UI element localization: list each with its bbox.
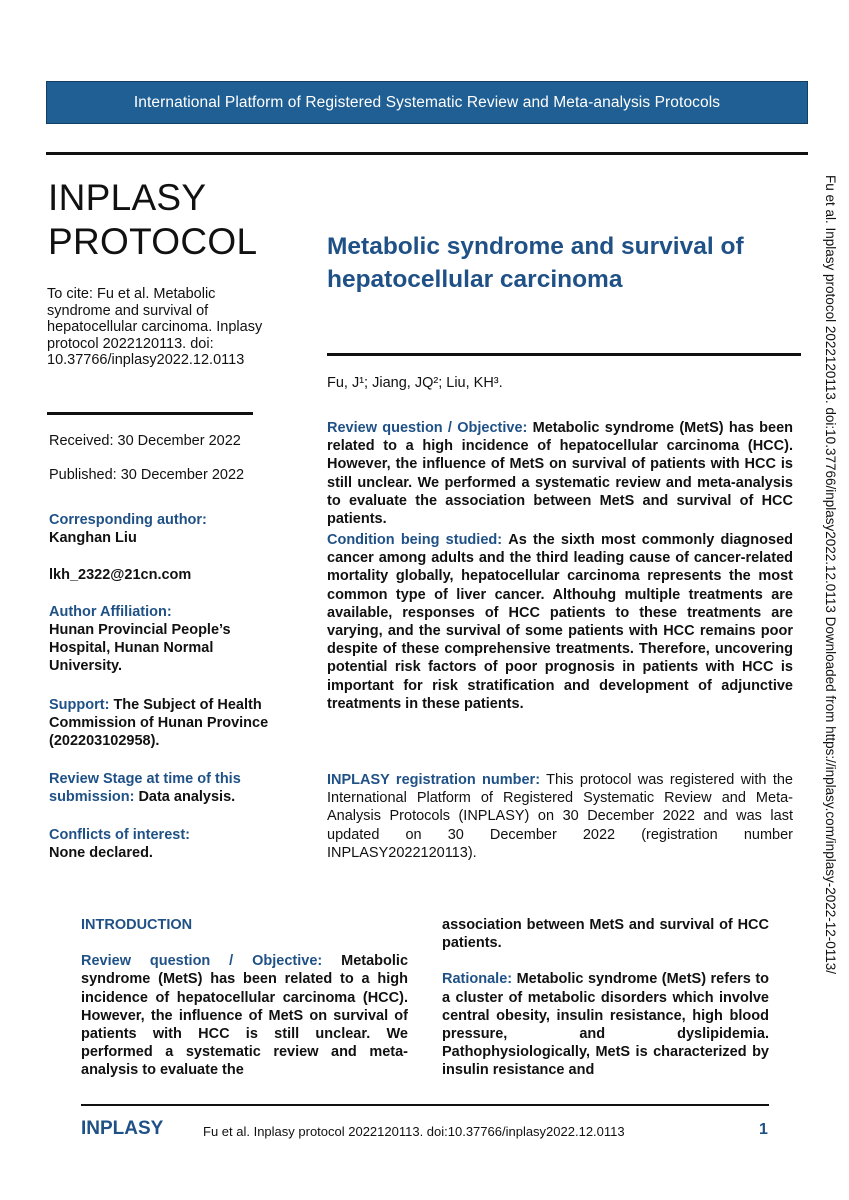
intro-review-label: Review question / Objective: xyxy=(81,953,323,970)
review-question xyxy=(327,419,793,528)
registration-label: INPLASY registration number: xyxy=(327,772,541,788)
published-date: Published: 30 December 2022 xyxy=(49,467,245,483)
affiliation-value: Hunan Provincial People’s Hospital, Hunan Normal University. xyxy=(49,622,231,674)
rationale-label: Rationale: xyxy=(442,971,513,988)
review-label: Review question / Objective: xyxy=(327,420,528,436)
review-text: Metabolic syndrome (MetS) has been related to a high incidence of hepatocellular carcinoma (HCC). However, the influence of MetS on survival of patients with HCC is still unclear. We performed a systematic review and meta-analysis to evaluate the association between MetS and survival of HCC patients. xyxy=(327,420,794,528)
header-banner xyxy=(46,81,808,124)
conflicts-value: None declared. xyxy=(49,845,153,861)
condition-text: As the sixth most commonly diagnosed cancer among adults and the third leading cause of cancer-related mortality globally, hepatocellular carcinoma represents the most common type of liver cancer. Althouhg multiple treatments are available, responses of HCC patients to these treatments are varying, and the survival of some patients with HCC remains poor despite of these comprehensive treatments. Therefore, uncovering potential risk factors of poor prognosis in patients with HCC is important for risk stratification and development of adjunctive treatments in these patients. xyxy=(327,532,793,712)
authors: Fu, J¹; Jiang, JQ²; Liu, KH³. xyxy=(327,375,503,391)
brand-line-1: INPLASY xyxy=(48,177,207,218)
top-rule xyxy=(46,152,808,155)
vertical-note-text: Fu et al. Inplasy protocol 2022120113. doi:10.37766/inplasy2022.12.0113 Downloaded from https://inplasy.com/inplasy-2022-12-0113/ xyxy=(823,175,838,975)
footer-rule xyxy=(81,1104,769,1106)
intro-review-text: Metabolic syndrome (MetS) has been related to a high incidence of hepatocellular carcinoma (HCC). However, the influence of MetS on survival of patients with HCC is still unclear. We performed a systematic review and meta-analysis to evaluate the xyxy=(81,953,409,1079)
email: lkh_2322@21cn.com xyxy=(49,567,192,583)
intro-review-continued: association between MetS and survival of HCC patients. xyxy=(442,917,769,952)
stage-value: Data analysis. xyxy=(138,789,236,805)
footer-brand: INPLASY xyxy=(81,1118,164,1139)
brand-line-2: PROTOCOL xyxy=(48,221,258,262)
intro-right-column xyxy=(442,916,769,1080)
affiliation-block xyxy=(49,603,274,675)
affiliation-label: Author Affiliation: xyxy=(49,604,172,620)
intro-left-column xyxy=(81,916,408,1080)
rationale-text: Metabolic syndrome (MetS) refers to a cluster of metabolic disorders which involve central obesity, insulin resistance, high blood pressure, and dyslipidemia. Pathophysiologically, MetS is characterized by insulin resistance and xyxy=(442,971,770,1079)
received-date: Received: 30 December 2022 xyxy=(49,433,241,449)
corresponding-name: Kanghan Liu xyxy=(49,530,137,546)
support-block xyxy=(49,696,289,750)
condition-studied xyxy=(327,531,793,713)
intro-heading: INTRODUCTION xyxy=(81,917,193,933)
corresponding-label: Corresponding author: xyxy=(49,512,207,528)
vertical-download-note xyxy=(819,0,845,1200)
stage-block xyxy=(49,770,274,806)
conflicts-block xyxy=(49,826,289,862)
footer-cite: Fu et al. Inplasy protocol 2022120113. doi:10.37766/inplasy2022.12.0113 xyxy=(203,1124,625,1139)
title-rule xyxy=(327,353,801,356)
condition-label: Condition being studied: xyxy=(327,532,503,548)
sidebar xyxy=(48,176,288,264)
stage-label: Review Stage at time of this submission: xyxy=(49,771,241,805)
conflicts-label: Conflicts of interest: xyxy=(49,827,190,843)
registration xyxy=(327,771,793,862)
article-title: Metabolic syndrome and survival of hepatocellular carcinoma xyxy=(327,233,744,293)
registration-text: This protocol was registered with the International Platform of Registered Systematic Review and Meta-Analysis Protocols (INPLASY) on 30 December 2022 and was last updated on 30 December 2022 (registration number INPLASY2022120113). xyxy=(327,772,793,861)
page-number: 1 xyxy=(759,1121,768,1138)
sidebar-rule xyxy=(47,412,253,415)
cite-block: To cite: Fu et al. Metabolic syndrome and survival of hepatocellular carcinoma. Inplasy protocol 2022120113. doi: 10.37766/inplasy2022.12.0113 xyxy=(47,286,263,368)
banner-text: International Platform of Registered Systematic Review and Meta-analysis Protocols xyxy=(133,94,721,111)
corresponding-block xyxy=(49,511,289,547)
support-label: Support: xyxy=(49,697,110,713)
support-value: The Subject of Health Commission of Hunan Province (202203102958). xyxy=(49,697,269,749)
